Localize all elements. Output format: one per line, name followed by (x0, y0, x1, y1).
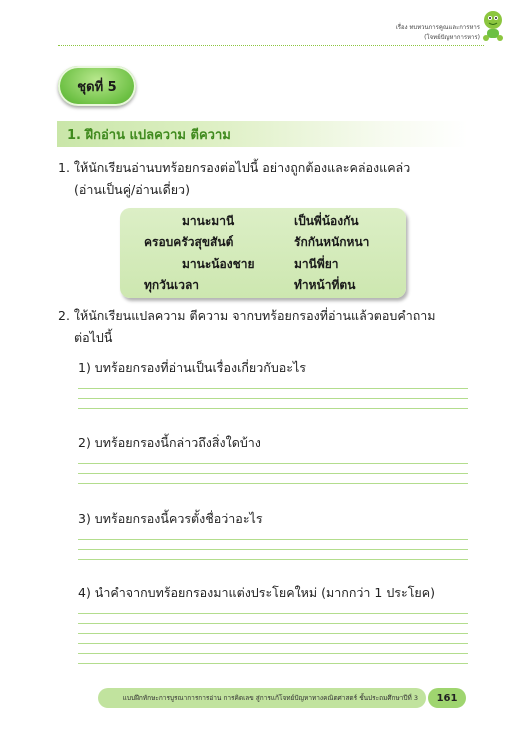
question-1 (58, 157, 468, 201)
answer-line[interactable] (78, 473, 468, 474)
sub-question-1: 1) บทร้อยกรองที่อ่านเป็นเรื่องเกี่ยวกับอะไร (78, 360, 306, 375)
question-1-line-1: 1. ให้นักเรียนอ่านบทร้อยกรองต่อไปนี้ อย่างถูกต้องและคล่องแคล่ว (58, 160, 411, 175)
answer-line[interactable] (78, 463, 468, 464)
poem-right-3: มานีพี่ยา (294, 257, 339, 271)
answer-line[interactable] (78, 483, 468, 484)
section-heading (57, 121, 468, 147)
question-1-line-2: (อ่านเป็นคู่/อ่านเดี่ยว) (74, 182, 190, 197)
answer-line[interactable] (78, 663, 468, 664)
footer-text: แบบฝึกทักษะการบูรณาการการอ่าน การคิดเลข สู่การแก้โจทย์ปัญหาทางคณิตศาสตร์ ชั้นประถมศึกษาปีที่ 3 (122, 694, 418, 702)
poem-right-1: เป็นพี่น้องกัน (294, 214, 359, 228)
poem-box (120, 208, 406, 298)
footer-bar (98, 688, 426, 708)
header-subtitle: (โจทย์ปัญหาการหาร) (424, 34, 480, 41)
page-number-badge (428, 688, 466, 708)
answer-line[interactable] (78, 549, 468, 550)
answer-line[interactable] (78, 633, 468, 634)
mascot-logo-icon (480, 8, 506, 44)
answer-line[interactable] (78, 559, 468, 560)
poem-left-2: ครอบครัวสุขสันต์ (144, 235, 234, 249)
poem-left-3: มานะน้องชาย (182, 257, 255, 271)
header-title: เรื่อง ทบทวนการคูณและการหาร (395, 24, 480, 31)
answer-line[interactable] (78, 623, 468, 624)
question-2 (58, 305, 468, 349)
answer-line[interactable] (78, 539, 468, 540)
answer-line[interactable] (78, 388, 468, 389)
set-badge-label: ชุดที่ 5 (77, 79, 117, 95)
header-divider (58, 45, 484, 46)
section-heading-text: 1. ฝึกอ่าน แปลความ ตีความ (67, 127, 231, 143)
sub-question-4: 4) นำคำจากบทร้อยกรองมาแต่งประโยคใหม่ (มากกว่า 1 ประโยค) (78, 585, 435, 600)
answer-line[interactable] (78, 398, 468, 399)
poem-left-4: ทุกวันเวลา (144, 278, 200, 292)
set-badge (58, 66, 136, 106)
poem-right-2: รักกันหนักหนา (294, 235, 370, 249)
question-2-line-2: ต่อไปนี้ (74, 330, 113, 345)
page-number: 161 (436, 692, 458, 704)
answer-line[interactable] (78, 653, 468, 654)
poem-left-1: มานะมานี (182, 214, 235, 228)
answer-line[interactable] (78, 613, 468, 614)
answer-line[interactable] (78, 408, 468, 409)
answer-line[interactable] (78, 643, 468, 644)
sub-question-2: 2) บทร้อยกรองนี้กล่าวถึงสิ่งใดบ้าง (78, 435, 261, 450)
sub-question-3: 3) บทร้อยกรองนี้ควรตั้งชื่อว่าอะไร (78, 511, 263, 526)
poem-right-4: ทำหน้าที่ตน (294, 278, 356, 292)
question-2-line-1: 2. ให้นักเรียนแปลความ ตีความ จากบทร้อยกรองที่อ่านแล้วตอบคำถาม (58, 308, 436, 323)
